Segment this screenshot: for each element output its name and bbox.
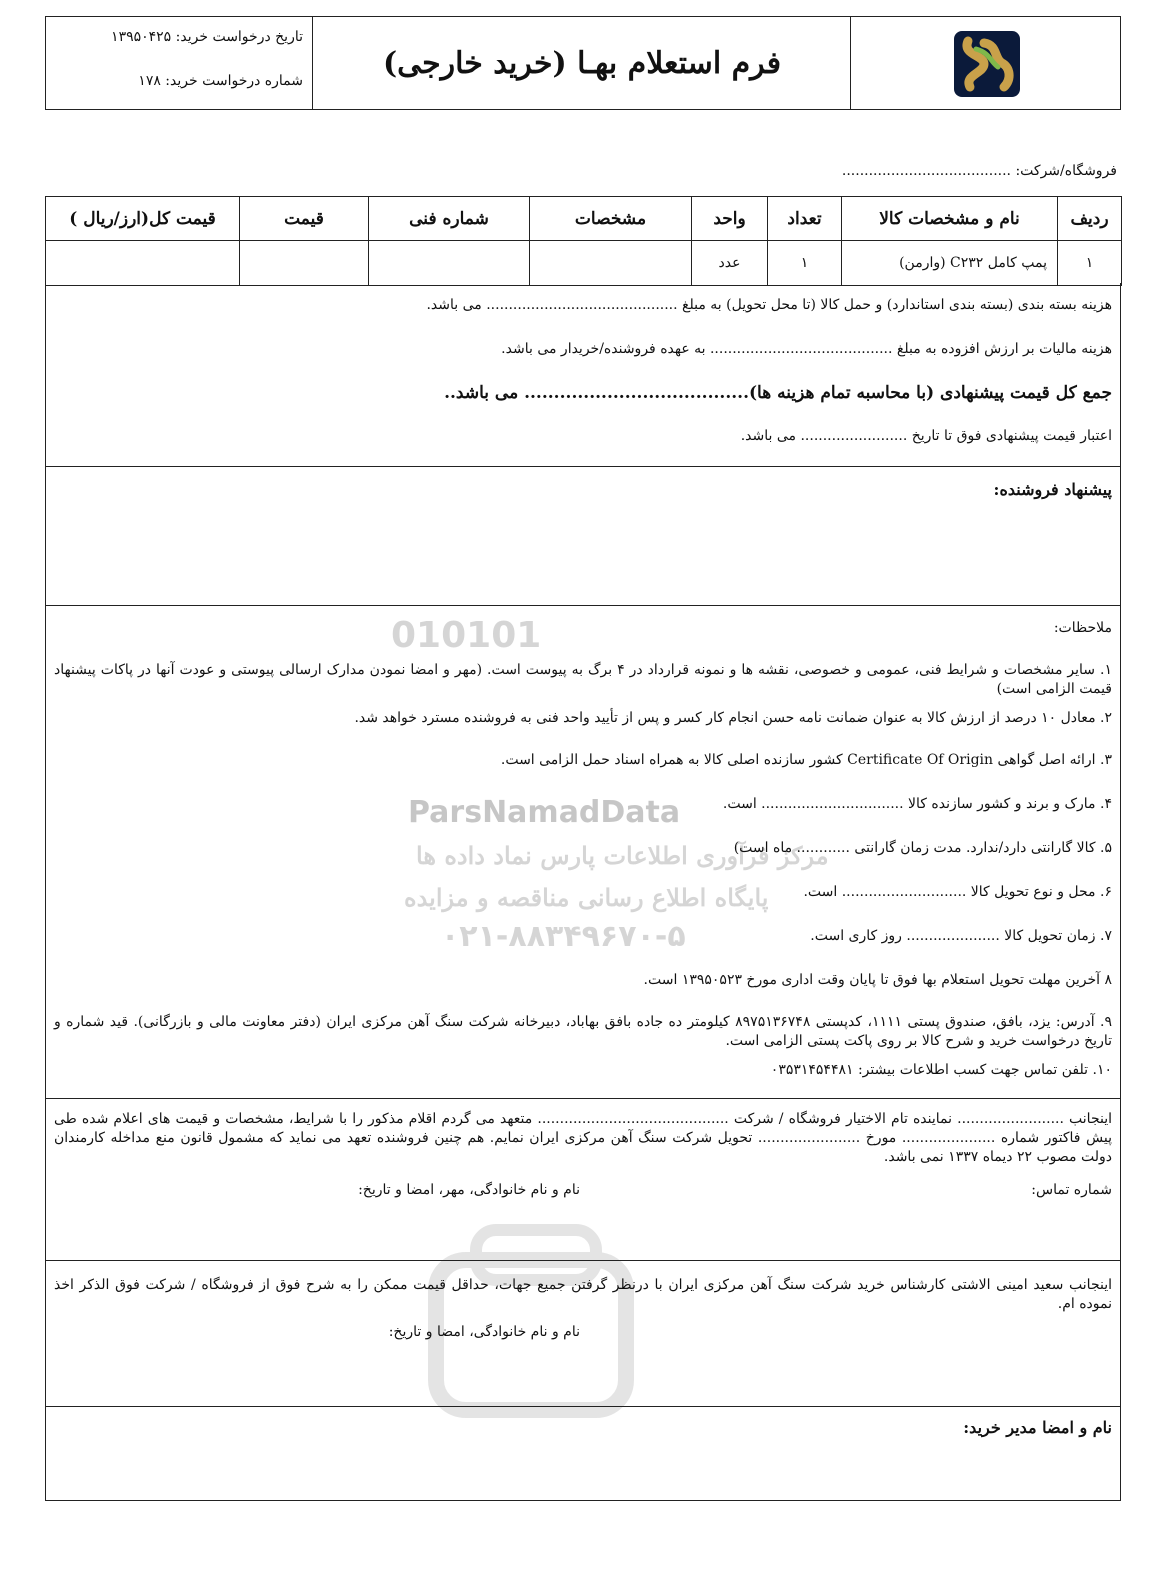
cell-part-number[interactable] — [369, 241, 530, 286]
cell-quantity: ۱ — [768, 241, 842, 286]
vat-line: هزینه مالیات بر ارزش افزوده به مبلغ ......................................... به عهده فروشنده/خریدار می باشد. — [501, 341, 1112, 357]
note-item-9: ۹. آدرس: یزد، بافق، صندوق پستی ۱۱۱۱، کدپستی ۸۹۷۵۱۳۶۷۴۸ کیلومتر ده جاده بافق بهاباد، دبیرخانه شرکت سنگ آهن مرکزی ایران (دفتر معاونت مالی و بازرگانی). قید شماره و تاریخ درخواست خرید و شرح کالا بر روی پاکت پستی الزامی است. — [54, 1014, 1112, 1049]
note-item-1: ۱. سایر مشخصات و شرایط فنی، عمومی و خصوصی، نقشه ها و نمونه قرارداد در ۴ برگ به پیوست است. (مهر و امضا نمودن مدارک ارسالی پیوستی و عودت آنها در پاکات پیشنهاد قیمت الزامی است) — [54, 662, 1112, 697]
validity-line: اعتبار قیمت پیشنهادی فوق تا تاریخ ........................ می باشد. — [740, 428, 1112, 444]
col-header-specs: مشخصات — [530, 197, 692, 241]
watermark-line2: پایگاه اطلاع رسانی مناقصه و مزایده — [404, 883, 769, 912]
note-item-4: ۴. مارک و برند و کشور سازنده کالا ................................ است. — [722, 796, 1112, 812]
note-item-2: ۲. معادل ۱۰ درصد از ارزش کالا به عنوان ضمانت نامه حسن انجام کار کسر و پس از تأیید واحد فنی به فروشنده مسترد خواهد شد. — [354, 710, 1112, 726]
notes-section — [45, 605, 1121, 1099]
request-info — [46, 17, 313, 109]
cell-row-number: ۱ — [1058, 241, 1122, 286]
col-header-part-number: شماره فنی — [369, 197, 530, 241]
col-header-price: قیمت — [240, 197, 369, 241]
cell-unit: عدد — [692, 241, 768, 286]
packing-cost-line: هزینه بسته بندی (بسته بندی استاندارد) و حمل کالا (تا محل تحویل) به مبلغ ........................................... می باشد. — [426, 297, 1112, 313]
title-cell — [312, 17, 851, 109]
watermark-phone: ۰۲۱-۸۸۳۴۹۶۷۰-۵ — [441, 919, 686, 954]
watermark-line1: مرکز فرآوری اطلاعات پارس نماد داده ها — [416, 841, 829, 870]
total-price-line: جمع کل قیمت پیشنهادی (با محاسبه تمام هزینه ها)...................................... می باشد.. — [444, 383, 1112, 403]
logo-cell — [850, 17, 1120, 109]
col-header-row-number: ردیف — [1058, 197, 1122, 241]
col-header-total-price: قیمت کل(ارز/ریال ) — [46, 197, 240, 241]
company-logo-icon — [954, 31, 1020, 97]
note-item-7: ۷. زمان تحویل کالا ..................... روز کاری است. — [810, 928, 1112, 944]
shop-company-line: فروشگاه/شرکت: ...................................... — [841, 163, 1117, 179]
seller-proposal-section — [45, 466, 1121, 606]
table-header-row — [46, 197, 1122, 241]
note-item-8: ۸ آخرین مهلت تحویل استعلام بها فوق تا پایان وقت اداری مورخ ۱۳۹۵۰۵۲۳ است. — [643, 972, 1112, 988]
cell-specs[interactable] — [530, 241, 692, 286]
note-item-6: ۶. محل و نوع تحویل کالا ............................ است. — [803, 884, 1112, 900]
note-item-10: ۱۰. تلفن تماس جهت کسب اطلاعات بیشتر: ۰۳۵۳۱۴۵۴۴۸۱ — [770, 1062, 1112, 1078]
items-table — [45, 196, 1122, 286]
request-date: تاریخ درخواست خرید: ۱۳۹۵۰۴۲۵ — [111, 29, 303, 45]
page-title: فرم استعلام بهـا (خرید خارجی) — [382, 45, 782, 81]
pledge-text: اینجانب ........................ نماینده تام الاختیار فروشگاه / شرکت ........................................... متعهد می گردم اقلام مذکور را با شرایط، مشخصات و قیمت های اعلام شده طی پیش فاکتور شماره ..................... مورخ ....................... تحویل شرکت سنگ آهن مرکزی ایران نمایم. هم چنین فروشنده تعهد می نماید که مشمول قانون منع مداخله کارمندان دولت مصوب ۲۲ دیماه ۱۳۳۷ نمی باشد. — [54, 1111, 1112, 1165]
watermark-binary: 010101 — [391, 615, 542, 656]
contact-phone-label: شماره تماس: — [1031, 1182, 1112, 1198]
col-header-unit: واحد — [692, 197, 768, 241]
table-row — [46, 241, 1122, 286]
expert-text: اینجانب سعید امینی الاشتی کارشناس خرید شرکت سنگ آهن مرکزی ایران با درنظر گرفتن جمیع جهات، حداقل قیمت ممکن را به شرح فوق از فروشگاه / شرکت فوق الذکر اخذ نموده ام. — [54, 1277, 1112, 1312]
form-header — [45, 16, 1121, 110]
seller-pledge-section — [45, 1098, 1121, 1261]
col-header-quantity: تعداد — [768, 197, 842, 241]
cell-item-name: پمپ کامل C۲۳۲ (وارمن) — [842, 241, 1058, 286]
purchase-manager-section — [45, 1406, 1121, 1501]
watermark-brand: ParsNamadData — [408, 795, 681, 830]
manager-signature-title: نام و امضا مدیر خرید: — [963, 1418, 1112, 1437]
note-item-3: ۳. ارائه اصل گواهی Certificate Of Origin کشور سازنده اصلی کالا به همراه اسناد حمل الزامی است. — [500, 752, 1112, 768]
expert-signature-label: نام و نام خانوادگی، امضا و تاریخ: — [388, 1324, 580, 1340]
cell-price[interactable] — [240, 241, 369, 286]
purchase-expert-section — [45, 1260, 1121, 1407]
request-number: شماره درخواست خرید: ۱۷۸ — [138, 73, 303, 89]
seller-signature-label: نام و نام خانوادگی، مهر، امضا و تاریخ: — [358, 1182, 580, 1198]
note-item-5: ۵. کالا گارانتی دارد/ندارد. مدت زمان گارانتی ............ ماه است) — [733, 840, 1112, 856]
notes-title: ملاحظات: — [1053, 620, 1112, 636]
col-header-item-name: نام و مشخصات کالا — [842, 197, 1058, 241]
costs-section — [45, 283, 1121, 467]
cell-total-price[interactable] — [46, 241, 240, 286]
seller-proposal-title: پیشنهاد فروشنده: — [993, 480, 1112, 499]
